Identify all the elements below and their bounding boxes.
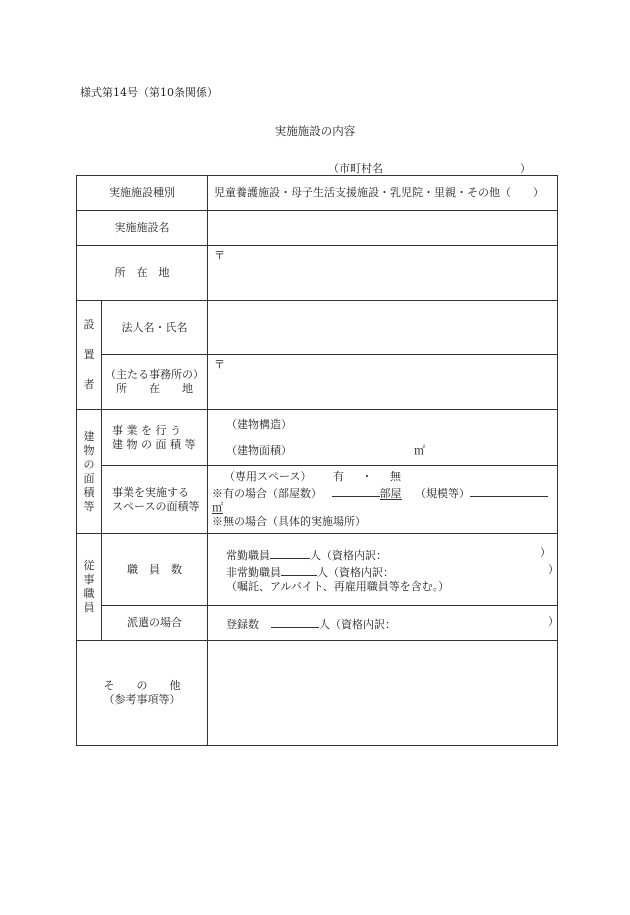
dedicated-space-label: （専用スペース） [224, 470, 312, 483]
facility-name-label-text: 実施施設名 [114, 221, 170, 234]
facility-form-table [76, 175, 558, 746]
space-area-label [102, 466, 208, 534]
facility-name-label [77, 211, 208, 246]
fulltime-close: ） [540, 545, 551, 559]
space-dot: ・ [361, 470, 373, 483]
other-label-line-1: そ の 他 [103, 679, 181, 692]
employees-field[interactable] [208, 534, 558, 606]
municipality-label: （市町村名 [328, 162, 383, 175]
row-facility-type [77, 176, 558, 211]
location-field[interactable] [208, 246, 558, 301]
parttime-unit: 人（資格内訳： [317, 565, 394, 579]
if-no-line: ※無の場合（具体的実施場所） [212, 515, 366, 528]
space-no[interactable]: 無 [389, 470, 401, 483]
space-yes[interactable]: 有 [332, 470, 344, 483]
building-char-2: 物 [83, 443, 95, 457]
dispatch-close: ） [548, 614, 559, 628]
facility-type-options[interactable]: 児童養護施設・母子生活支援施設・乳児院・里親・その他（ ） [208, 176, 558, 211]
space-label-line-1: 事業を実施する [112, 485, 189, 499]
form-number: 様式第14号（第10条関係） [80, 86, 218, 99]
dispatch-label: 派遣の場合 [102, 606, 208, 641]
founder-group-label [77, 301, 102, 410]
office-postal-mark: 〒 [214, 358, 225, 371]
registered-blank[interactable] [271, 615, 319, 628]
office-label-line-1: （主たる事務所の） [105, 368, 204, 381]
municipality-line [328, 160, 531, 176]
if-yes-label: ※有の場合（部屋数） [212, 487, 322, 500]
rooms-unit: 部屋 [379, 487, 402, 500]
row-staff-dispatch [77, 606, 558, 641]
fulltime-blank[interactable] [270, 546, 310, 559]
fulltime-line [226, 546, 557, 563]
row-location [77, 246, 558, 301]
facility-name-field[interactable] [208, 211, 558, 246]
founder-char-2: 置 [83, 348, 95, 361]
building-area-label: （建物面積） [226, 443, 292, 457]
building-char-5: 積 [83, 485, 95, 499]
building-structure: （建物構造） [226, 417, 292, 431]
staff-char-2: 事 [83, 573, 95, 586]
building-char-4: 面 [83, 471, 95, 485]
registered-unit: 人（資格内訳： [319, 617, 396, 631]
space-label-line-2: スペースの面積等 [112, 499, 200, 513]
business-area-field[interactable] [208, 410, 558, 466]
fulltime-unit: 人（資格内訳： [310, 548, 387, 562]
scale-label: （規模等） [415, 487, 470, 500]
corp-name-field[interactable] [208, 301, 558, 355]
dispatch-line [226, 615, 557, 632]
building-char-1: 建 [83, 429, 95, 443]
if-yes-line [212, 484, 557, 515]
location-label: 所 在 地 [77, 246, 208, 301]
staff-char-3: 職 [83, 587, 95, 600]
building-group-label [77, 410, 102, 534]
parttime-close: ） [548, 562, 559, 576]
row-founder-name [77, 301, 558, 355]
other-label-line-2: （参考事項等） [103, 693, 181, 706]
row-building-space [77, 466, 558, 534]
row-facility-name [77, 211, 558, 246]
rooms-blank[interactable] [332, 484, 380, 497]
row-building-business [77, 410, 558, 466]
employees-note: （嘱託、アルバイト、再雇用職員等を含む。） [226, 579, 450, 593]
parttime-label: 非常勤職員 [226, 565, 281, 579]
scale-unit: ㎡ [212, 501, 223, 514]
business-label-line-2: 建 物 の 面 積 等 [112, 437, 196, 451]
row-founder-office [77, 355, 558, 410]
office-location-field[interactable] [208, 355, 558, 410]
building-area-line [226, 444, 557, 458]
dedicated-space-line [212, 470, 557, 484]
employees-label: 職 員 数 [102, 534, 208, 606]
dispatch-field[interactable] [208, 606, 558, 641]
row-staff-employees [77, 534, 558, 606]
parttime-blank[interactable] [281, 563, 317, 576]
office-location-label [102, 355, 208, 410]
space-area-field[interactable] [208, 466, 558, 534]
office-label-line-2: 所 在 地 [116, 382, 193, 395]
other-field[interactable] [208, 641, 558, 746]
scale-blank[interactable] [470, 484, 548, 497]
staff-group-label [77, 534, 102, 641]
registered-label: 登録数 [226, 617, 259, 631]
row-other [77, 641, 558, 746]
staff-char-4: 員 [83, 601, 95, 614]
founder-char-3: 者 [83, 378, 95, 391]
facility-type-label: 実施施設種別 [77, 176, 208, 211]
building-char-3: の [83, 457, 95, 471]
municipality-close: ） [520, 162, 531, 175]
other-label [77, 641, 208, 746]
building-char-6: 等 [83, 499, 95, 513]
founder-char-1: 設 [83, 318, 95, 331]
fulltime-label: 常勤職員 [226, 548, 270, 562]
postal-mark: 〒 [214, 249, 225, 262]
building-area-unit: ㎡ [414, 443, 425, 457]
business-label-line-1: 事 業 を 行 う [112, 423, 181, 437]
business-area-label [102, 410, 208, 466]
corp-name-label: 法人名・氏名 [102, 301, 208, 355]
parttime-line [226, 563, 557, 580]
staff-char-1: 従 [83, 559, 95, 572]
page-title: 実施施設の内容 [274, 124, 356, 138]
